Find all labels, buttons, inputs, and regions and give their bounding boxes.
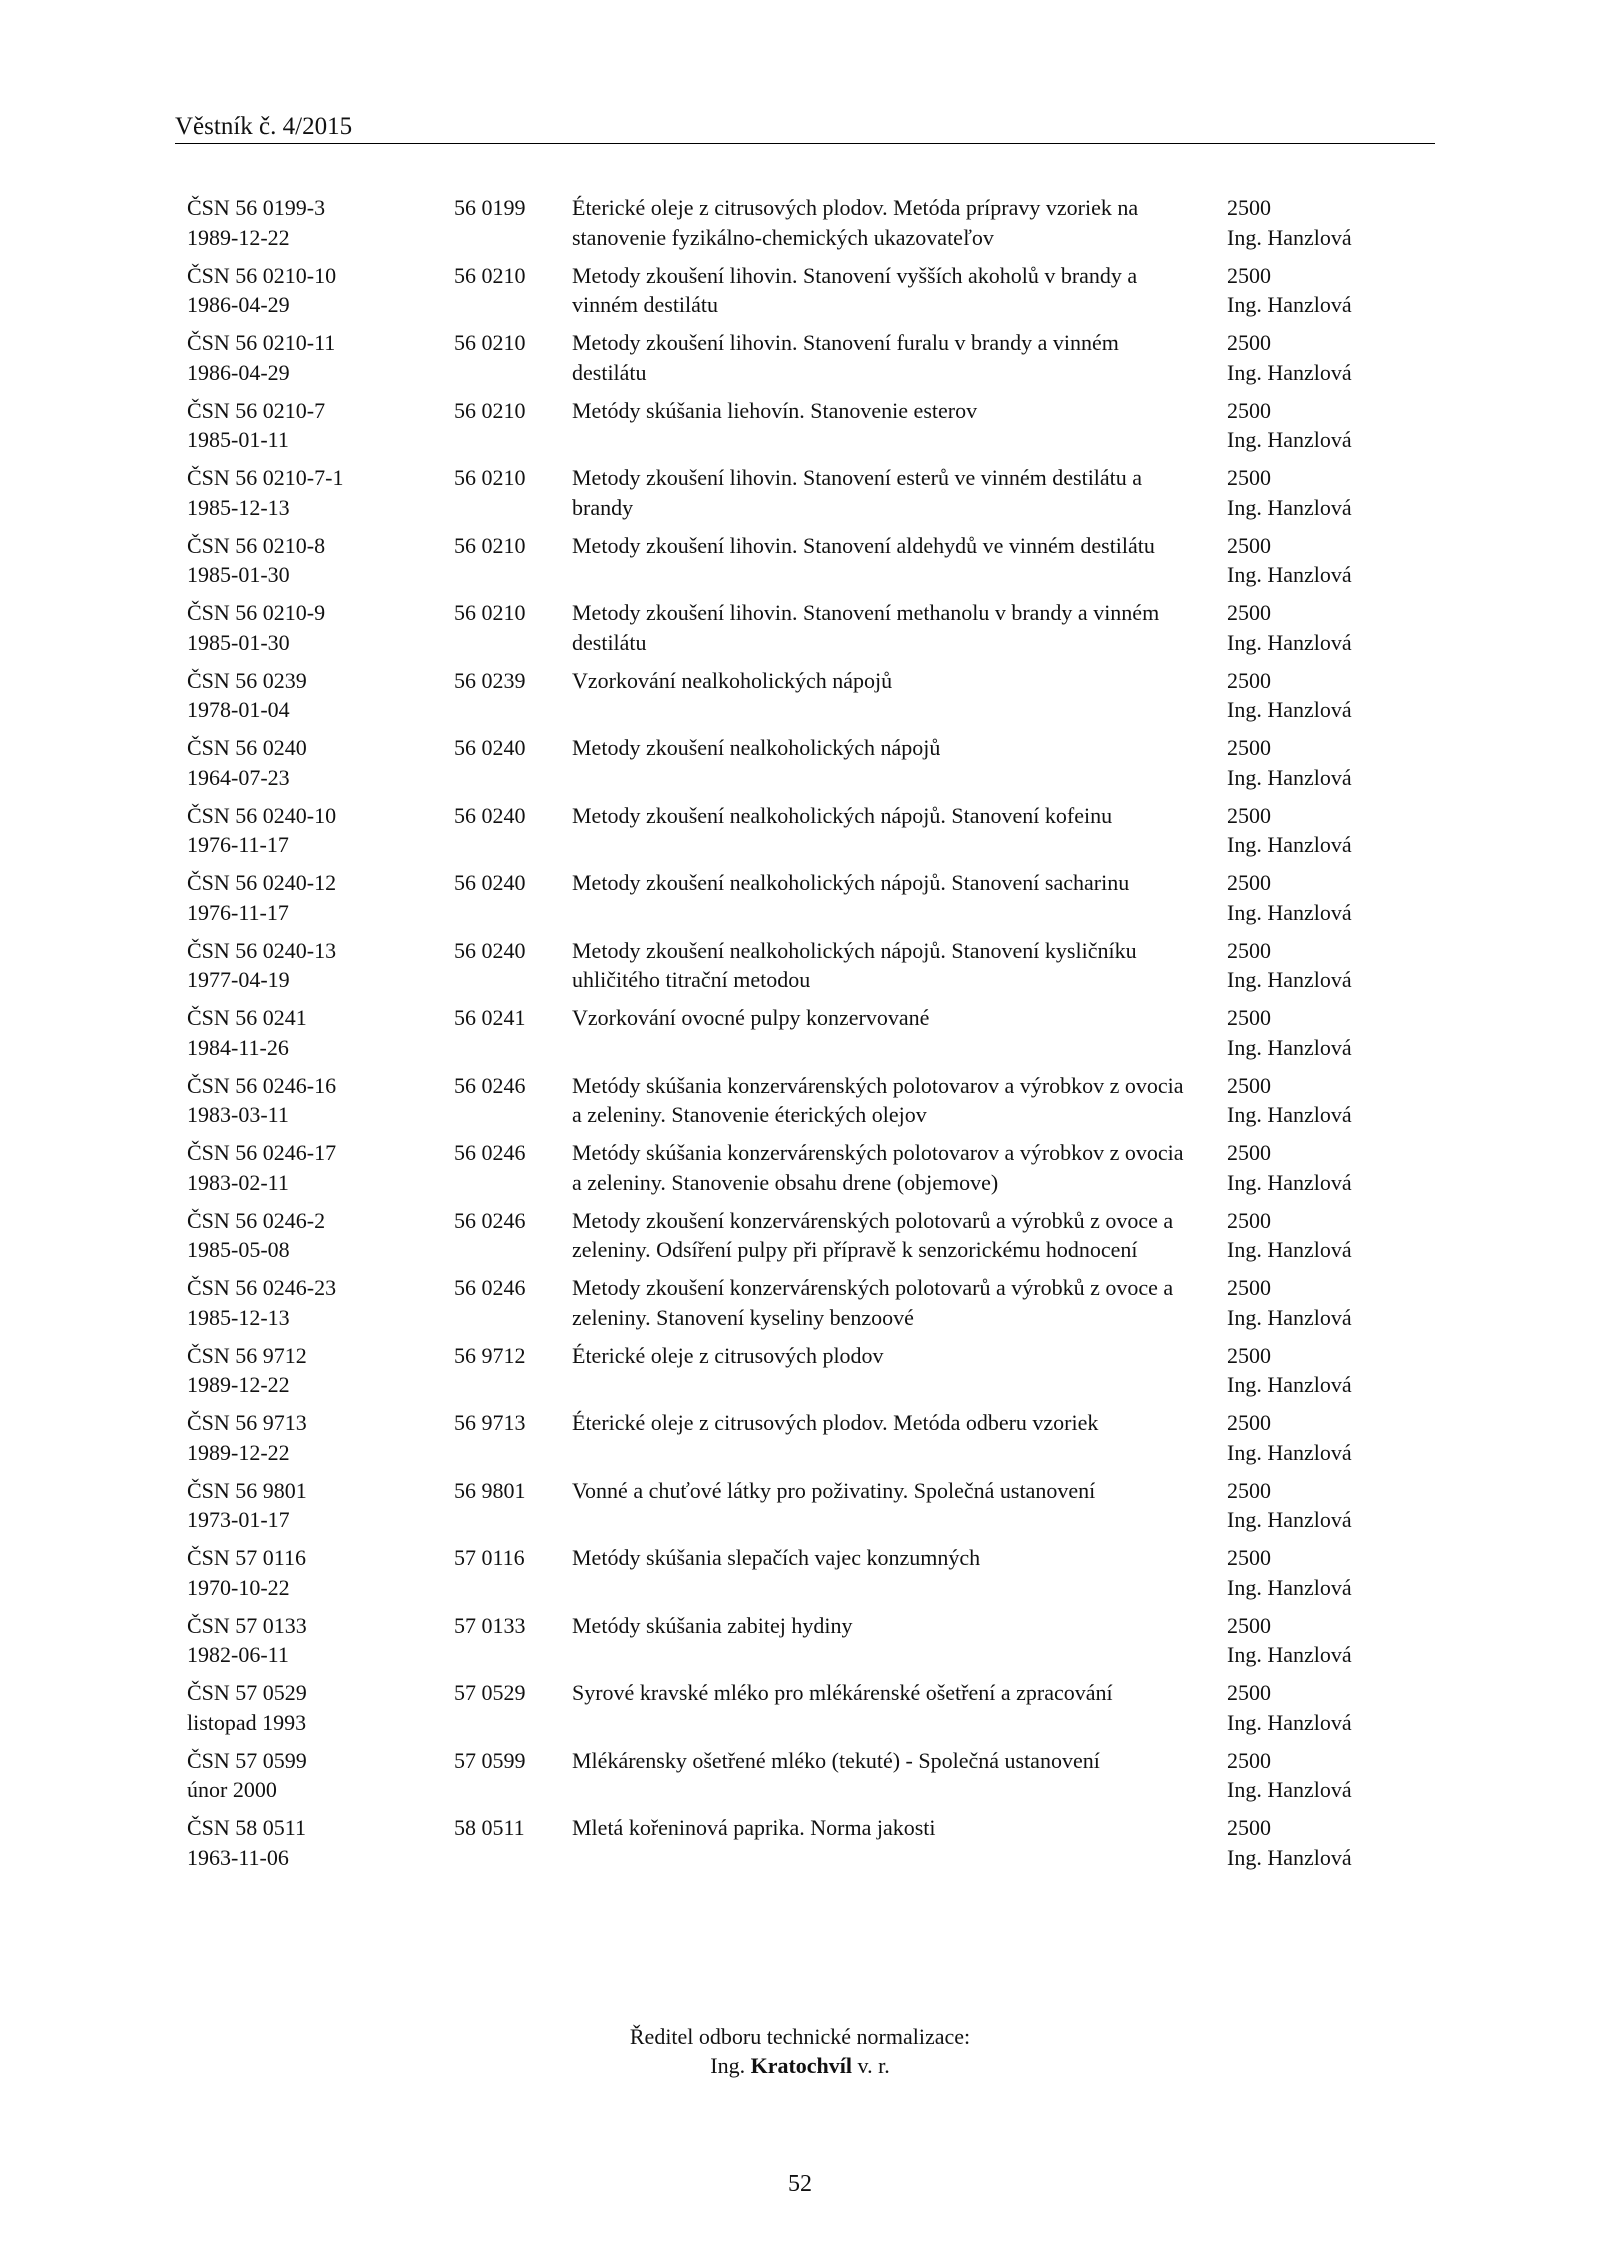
standard-code: ČSN 56 0210-8 [187, 532, 326, 558]
contact-person: Ing. Hanzlová [1227, 967, 1352, 992]
standard-row [187, 328, 1387, 387]
class-number: 57 0529 [454, 1680, 526, 1705]
standard-row [187, 733, 1387, 792]
contact-person: Ing. Hanzlová [1227, 899, 1352, 925]
class-number: 56 0240 [454, 735, 526, 760]
price-cell [1227, 1543, 1387, 1602]
standard-code: ČSN 56 0210-10 [187, 262, 337, 288]
price: 2500 [1227, 1612, 1271, 1638]
standard-date: 1985-05-08 [187, 1237, 290, 1262]
price-cell [1227, 1273, 1387, 1332]
class-number: 56 0246 [454, 1207, 526, 1233]
price-cell [1227, 666, 1387, 725]
standard-row [187, 1476, 1387, 1535]
standard-code-cell [187, 801, 442, 860]
standard-code-cell [187, 733, 442, 792]
class-number: 56 0240 [454, 937, 526, 963]
standard-date: 1985-01-30 [187, 562, 290, 587]
price: 2500 [1227, 195, 1271, 220]
standard-date: 1985-12-13 [187, 494, 290, 520]
standard-row [187, 1408, 1387, 1467]
signature-name: Kratochvíl [750, 2053, 853, 2078]
class-number: 56 0210 [454, 600, 526, 625]
signature-suffix: v. r. [852, 2053, 890, 2078]
contact-person: Ing. Hanzlová [1227, 1304, 1352, 1330]
price: 2500 [1227, 1342, 1271, 1368]
contact-person: Ing. Hanzlová [1227, 1777, 1352, 1802]
price: 2500 [1227, 1680, 1271, 1705]
signature-prefix: Ing. [710, 2053, 751, 2078]
standard-code-cell [187, 1341, 442, 1400]
price: 2500 [1227, 1477, 1271, 1503]
standard-date: 1989-12-22 [187, 224, 290, 250]
standard-date: únor 2000 [187, 1777, 277, 1802]
standard-date: 1982-06-11 [187, 1642, 289, 1667]
standard-code-cell [187, 1408, 442, 1467]
contact-person: Ing. Hanzlová [1227, 427, 1352, 452]
standard-title: Metody zkoušení lihovin. Stanovení methanolu v brandy a vinném destilátu [572, 600, 1160, 655]
standard-row [187, 1746, 1387, 1805]
standard-code: ČSN 56 0210-11 [187, 330, 336, 355]
standard-code-cell [187, 1678, 442, 1737]
price-cell [1227, 1138, 1387, 1197]
price-cell [1227, 1611, 1387, 1670]
standard-date: 1984-11-26 [187, 1034, 289, 1060]
standard-code-cell [187, 598, 442, 657]
contact-person: Ing. Hanzlová [1227, 1709, 1352, 1735]
standard-date: 1983-02-11 [187, 1169, 289, 1195]
contact-person: Ing. Hanzlová [1227, 494, 1352, 520]
class-number: 56 0210 [454, 465, 526, 490]
journal-title: Věstník č. 4/2015 [175, 113, 353, 140]
standard-title: Metody zkoušení lihovin. Stanovení esterů ve vinném destilátu a brandy [572, 465, 1143, 520]
standard-row [187, 868, 1387, 927]
contact-person: Ing. Hanzlová [1227, 1574, 1352, 1600]
standard-title: Metody zkoušení lihovin. Stanovení furalu v brandy a vinném destilátu [572, 330, 1119, 385]
class-number: 56 0246 [454, 1275, 526, 1300]
price: 2500 [1227, 330, 1271, 355]
standard-row [187, 598, 1387, 657]
standard-code: ČSN 56 9713 [187, 1410, 307, 1435]
class-number: 56 0239 [454, 667, 526, 693]
standard-code: ČSN 56 0240-13 [187, 937, 337, 963]
page-header [175, 112, 1435, 144]
standard-title: Mlékárensky ošetřené mléko (tekuté) - Společná ustanovení [572, 1747, 1100, 1773]
contact-person: Ing. Hanzlová [1227, 1102, 1352, 1127]
standard-row [187, 1273, 1387, 1332]
standard-title: Vzorkování ovocné pulpy konzervované [572, 1005, 930, 1030]
standard-row [187, 1003, 1387, 1062]
standard-code-cell [187, 1813, 442, 1872]
price-cell [1227, 733, 1387, 792]
standard-row [187, 1813, 1387, 1872]
standard-title: Metódy skúšania slepačích vajec konzumných [572, 1545, 981, 1570]
contact-person: Ing. Hanzlová [1227, 764, 1352, 790]
price-cell [1227, 1003, 1387, 1062]
contact-person: Ing. Hanzlová [1227, 1237, 1352, 1262]
signature-role: Ředitel odboru technické normalizace: [629, 2024, 971, 2049]
standard-title: Metody zkoušení lihovin. Stanovení aldehydů ve vinném destilátu [572, 532, 1155, 558]
contact-person: Ing. Hanzlová [1227, 359, 1352, 385]
standard-code: ČSN 57 0599 [187, 1747, 307, 1773]
standard-date: 1964-07-23 [187, 764, 290, 790]
standard-code-cell [187, 1543, 442, 1602]
price: 2500 [1227, 870, 1271, 895]
standard-date: 1983-03-11 [187, 1102, 289, 1127]
standard-code: ČSN 56 0239 [187, 667, 307, 693]
standard-date: 1985-01-11 [187, 427, 289, 452]
standard-date: 1985-01-30 [187, 629, 290, 655]
class-number: 56 9712 [454, 1342, 526, 1368]
standard-date: 1970-10-22 [187, 1574, 290, 1600]
class-number: 57 0116 [454, 1545, 525, 1570]
class-number: 57 0599 [454, 1747, 526, 1773]
price-cell [1227, 936, 1387, 995]
standard-code-cell [187, 666, 442, 725]
standard-code-cell [187, 261, 442, 320]
price-cell [1227, 1813, 1387, 1872]
price-cell [1227, 261, 1387, 320]
standard-code-cell [187, 1003, 442, 1062]
standard-code: ČSN 56 0246-17 [187, 1140, 337, 1165]
standard-code-cell [187, 1273, 442, 1332]
signature-line [0, 2051, 1600, 2080]
standard-row [187, 936, 1387, 995]
standard-code: ČSN 57 0529 [187, 1680, 307, 1705]
standard-date: listopad 1993 [187, 1709, 307, 1735]
price-cell [1227, 463, 1387, 522]
standard-row [187, 193, 1387, 252]
price: 2500 [1227, 1207, 1271, 1233]
standard-code: ČSN 56 0240 [187, 735, 307, 760]
standard-code-cell [187, 193, 442, 252]
contact-person: Ing. Hanzlová [1227, 1439, 1352, 1465]
price: 2500 [1227, 600, 1271, 625]
standard-title: Éterické oleje z citrusových plodov [572, 1342, 884, 1368]
standard-code-cell [187, 1476, 442, 1535]
contact-person: Ing. Hanzlová [1227, 1034, 1352, 1060]
standard-title: Vzorkování nealkoholických nápojů [572, 667, 893, 693]
class-number: 56 0240 [454, 870, 526, 895]
class-number: 56 0241 [454, 1005, 526, 1030]
price-cell [1227, 868, 1387, 927]
standard-title: Metódy skúšania liehovín. Stanovenie esterov [572, 397, 978, 423]
standard-row [187, 463, 1387, 522]
price: 2500 [1227, 1072, 1271, 1098]
standard-date: 1985-12-13 [187, 1304, 290, 1330]
contact-person: Ing. Hanzlová [1227, 1507, 1352, 1532]
price-cell [1227, 396, 1387, 455]
class-number: 57 0133 [454, 1612, 526, 1638]
price-cell [1227, 598, 1387, 657]
standard-code: ČSN 57 0133 [187, 1612, 307, 1638]
price: 2500 [1227, 735, 1271, 760]
price: 2500 [1227, 1140, 1271, 1165]
standard-title: Metody zkoušení nealkoholických nápojů [572, 735, 941, 760]
standard-code: ČSN 56 9801 [187, 1477, 307, 1503]
class-number: 56 9801 [454, 1477, 526, 1503]
standard-row [187, 261, 1387, 320]
price: 2500 [1227, 667, 1271, 693]
standard-title: Metody zkoušení nealkoholických nápojů. Stanovení kysličníku uhličitého titrační metodou [572, 937, 1137, 992]
contact-person: Ing. Hanzlová [1227, 1372, 1352, 1397]
standard-date: 1989-12-22 [187, 1372, 290, 1397]
standard-row [187, 1341, 1387, 1400]
standard-code: ČSN 56 0246-16 [187, 1072, 337, 1098]
price-cell [1227, 801, 1387, 860]
signature-block [0, 2022, 1600, 2080]
price: 2500 [1227, 802, 1271, 828]
standard-code-cell [187, 1206, 442, 1265]
class-number: 56 0210 [454, 330, 526, 355]
standard-code-cell [187, 1071, 442, 1130]
price-cell [1227, 1408, 1387, 1467]
standard-title: Metódy skúšania konzervárenských polotovarov a výrobkov z ovocia a zeleniny. Stanovenie éterických olejov [572, 1072, 1184, 1127]
price: 2500 [1227, 465, 1271, 490]
price: 2500 [1227, 262, 1271, 288]
standard-code: ČSN 57 0116 [187, 1545, 306, 1570]
standard-title: Metody zkoušení konzervárenských polotovarů a výrobků z ovoce a zeleniny. Stanovení kyseliny benzoové [572, 1275, 1174, 1330]
contact-person: Ing. Hanzlová [1227, 697, 1352, 722]
standard-title: Metody zkoušení lihovin. Stanovení vyšších akoholů v brandy a vinném destilátu [572, 262, 1138, 317]
price: 2500 [1227, 1545, 1271, 1570]
standard-title: Vonné a chuťové látky pro poživatiny. Společná ustanovení [572, 1477, 1096, 1503]
price-cell [1227, 531, 1387, 590]
class-number: 56 0246 [454, 1072, 526, 1098]
standard-code-cell [187, 328, 442, 387]
contact-person: Ing. Hanzlová [1227, 629, 1352, 655]
standard-date: 1977-04-19 [187, 967, 290, 992]
class-number: 56 0210 [454, 397, 526, 423]
standard-code: ČSN 56 9712 [187, 1342, 307, 1368]
class-number: 58 0511 [454, 1815, 525, 1840]
contact-person: Ing. Hanzlová [1227, 562, 1352, 587]
standard-title: Metódy skúšania zabitej hydiny [572, 1612, 853, 1638]
standard-code-cell [187, 1611, 442, 1670]
price: 2500 [1227, 1747, 1271, 1773]
standards-list [187, 193, 1387, 1881]
standard-title: Metody zkoušení konzervárenských polotovarů a výrobků z ovoce a zeleniny. Odsíření pulpy při přípravě k senzorickému hodnocení [572, 1207, 1174, 1262]
class-number: 56 0210 [454, 262, 526, 288]
standard-row [187, 1071, 1387, 1130]
standard-row [187, 396, 1387, 455]
standard-date: 1978-01-04 [187, 697, 290, 722]
price: 2500 [1227, 1275, 1271, 1300]
price-cell [1227, 1206, 1387, 1265]
contact-person: Ing. Hanzlová [1227, 224, 1352, 250]
standard-date: 1986-04-29 [187, 359, 290, 385]
price-cell [1227, 193, 1387, 252]
standard-date: 1976-11-17 [187, 899, 289, 925]
standard-row [187, 531, 1387, 590]
standard-row [187, 1611, 1387, 1670]
standard-code-cell [187, 463, 442, 522]
standard-code-cell [187, 1746, 442, 1805]
standard-code: ČSN 56 0210-7 [187, 397, 326, 423]
standard-title: Éterické oleje z citrusových plodov. Metóda odberu vzoriek [572, 1410, 1099, 1435]
standard-code: ČSN 56 0210-7-1 [187, 465, 344, 490]
standard-date: 1976-11-17 [187, 832, 289, 857]
price-cell [1227, 1071, 1387, 1130]
standard-code-cell [187, 868, 442, 927]
price: 2500 [1227, 532, 1271, 558]
standard-code: ČSN 56 0210-9 [187, 600, 326, 625]
standard-row [187, 1138, 1387, 1197]
page-number: 52 [788, 2171, 812, 2197]
class-number: 56 0240 [454, 802, 526, 828]
standard-date: 1963-11-06 [187, 1844, 289, 1870]
class-number: 56 9713 [454, 1410, 526, 1435]
standard-code-cell [187, 531, 442, 590]
standard-row [187, 1543, 1387, 1602]
contact-person: Ing. Hanzlová [1227, 1642, 1352, 1667]
standard-code-cell [187, 396, 442, 455]
standard-date: 1973-01-17 [187, 1507, 290, 1532]
standard-code: ČSN 56 0199-3 [187, 195, 326, 220]
price-cell [1227, 1341, 1387, 1400]
price: 2500 [1227, 397, 1271, 423]
standard-code: ČSN 56 0240-12 [187, 870, 337, 895]
standard-row [187, 1678, 1387, 1737]
class-number: 56 0246 [454, 1140, 526, 1165]
contact-person: Ing. Hanzlová [1227, 832, 1352, 857]
price-cell [1227, 1746, 1387, 1805]
contact-person: Ing. Hanzlová [1227, 1169, 1352, 1195]
standard-date: 1986-04-29 [187, 292, 290, 317]
standard-code: ČSN 56 0241 [187, 1005, 307, 1030]
standard-title: Metody zkoušení nealkoholických nápojů. Stanovení sacharinu [572, 870, 1130, 895]
price-cell [1227, 1476, 1387, 1535]
contact-person: Ing. Hanzlová [1227, 1844, 1352, 1870]
price: 2500 [1227, 1005, 1271, 1030]
price-cell [1227, 1678, 1387, 1737]
price: 2500 [1227, 1410, 1271, 1435]
standard-row [187, 666, 1387, 725]
standard-title: Mletá kořeninová paprika. Norma jakosti [572, 1815, 936, 1840]
standard-code-cell [187, 1138, 442, 1197]
standard-row [187, 801, 1387, 860]
class-number: 56 0210 [454, 532, 526, 558]
standard-title: Metódy skúšania konzervárenských polotovarov a výrobkov z ovocia a zeleniny. Stanovenie obsahu drene (objemove) [572, 1140, 1184, 1195]
standard-title: Syrové kravské mléko pro mlékárenské ošetření a zpracování [572, 1680, 1113, 1705]
standard-title: Éterické oleje z citrusových plodov. Metóda prípravy vzoriek na stanovenie fyzikálno-chemických ukazovateľov [572, 195, 1139, 250]
standard-code: ČSN 56 0246-23 [187, 1275, 337, 1300]
standard-code-cell [187, 936, 442, 995]
contact-person: Ing. Hanzlová [1227, 292, 1352, 317]
standard-code: ČSN 56 0240-10 [187, 802, 337, 828]
standard-row [187, 1206, 1387, 1265]
standard-title: Metody zkoušení nealkoholických nápojů. Stanovení kofeinu [572, 802, 1113, 828]
class-number: 56 0199 [454, 195, 526, 220]
standard-date: 1989-12-22 [187, 1439, 290, 1465]
standard-code: ČSN 56 0246-2 [187, 1207, 326, 1233]
price-cell [1227, 328, 1387, 387]
price: 2500 [1227, 937, 1271, 963]
price: 2500 [1227, 1815, 1271, 1840]
standard-code: ČSN 58 0511 [187, 1815, 306, 1840]
